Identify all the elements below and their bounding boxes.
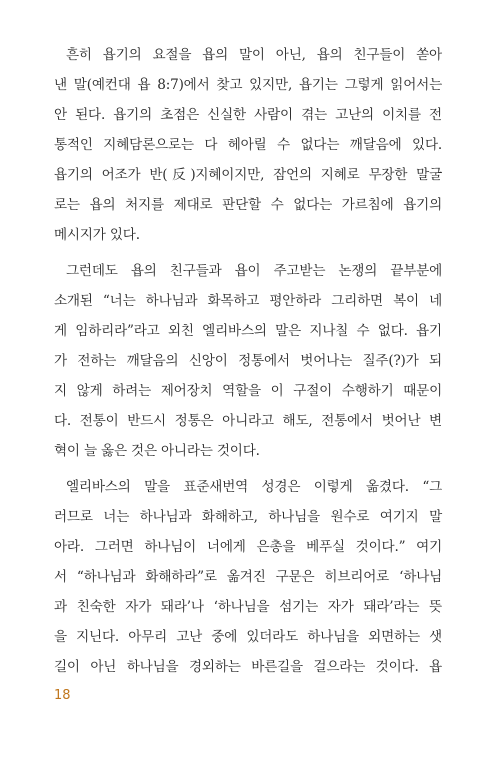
paragraph-line: 욥기의 어조가 반(反)지혜이지만, 잠언의 지혜로 무장한 말굴 <box>54 167 442 183</box>
paragraph-line: 과 친숙한 자가 돼라’나 ‘하나님을 섬기는 자가 돼라’라는 뜻 <box>54 599 442 615</box>
paragraph-line: 소개된 “너는 하나님과 화목하고 평안하라 그리하면 복이 네 <box>54 293 442 309</box>
paragraph-line: 아라. 그러면 하나님이 너에게 은총을 베푸실 것이다.” 여기 <box>54 539 442 555</box>
paragraph-line: 엘리바스의 말을 표준새번역 성경은 이렇게 옮겼다. “그 <box>66 479 442 495</box>
paragraph-line: 을 지닌다. 아무리 고난 중에 있더라도 하나님을 외면하는 샛 <box>54 629 442 645</box>
paragraph-3 <box>54 472 442 682</box>
paragraph-line: 러므로 너는 하나님과 화해하고, 하나님을 원수로 여기지 말 <box>54 509 442 525</box>
page-number: 18 <box>54 688 71 703</box>
paragraph-line: 안 된다. 욥기의 초점은 신실한 사람이 겪는 고난의 이치를 전 <box>54 107 442 123</box>
paragraph-2 <box>54 256 442 466</box>
page-body <box>54 40 442 688</box>
paragraph-line: 흔히 욥기의 요절을 욥의 말이 아닌, 욥의 친구들이 쏟아 <box>66 47 442 63</box>
paragraph-line: 혁이 늘 옳은 것은 아니라는 것이다. <box>54 443 260 459</box>
paragraph-line: 지 않게 하려는 제어장치 역할을 이 구절이 수행하기 때문이 <box>54 383 442 399</box>
paragraph-line: 다. 전통이 반드시 정통은 아니라고 해도, 전통에서 벗어난 변 <box>54 413 442 429</box>
paragraph-1 <box>54 40 442 250</box>
paragraph-line: 길이 아닌 하나님을 경외하는 바른길을 걸으라는 것이다. 욥 <box>54 659 442 675</box>
paragraph-line: 낸 말(예컨대 욥 8:7)에서 찾고 있지만, 욥기는 그렇게 읽어서는 <box>54 77 442 93</box>
paragraph-line: 서 “하나님과 화해하라”로 옮겨진 구문은 히브리어로 ‘하나님 <box>54 569 442 585</box>
paragraph-line: 통적인 지혜담론으로는 다 헤아릴 수 없다는 깨달음에 있다. <box>54 137 442 153</box>
paragraph-line: 게 임하리라”라고 외친 엘리바스의 말은 지나칠 수 없다. 욥기 <box>54 323 442 339</box>
paragraph-line: 로는 욥의 처지를 제대로 판단할 수 없다는 가르침에 욥기의 <box>54 197 442 213</box>
paragraph-line: 메시지가 있다. <box>54 227 140 243</box>
paragraph-line: 가 전하는 깨달음의 신앙이 정통에서 벗어나는 질주(?)가 되 <box>54 353 442 369</box>
paragraph-line: 그런데도 욥의 친구들과 욥이 주고받는 논쟁의 끝부분에 <box>66 263 442 279</box>
